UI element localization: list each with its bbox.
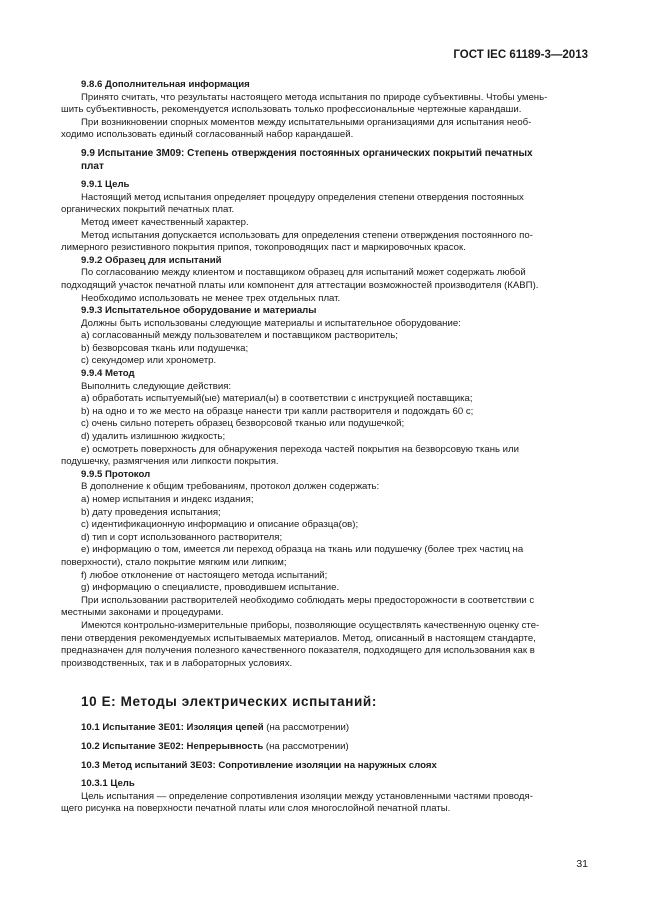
paragraph: производственных, так и в лабораторных условиях. <box>61 657 293 669</box>
list-item-cont: поверхности), стало покрытие мягким или липким; <box>61 556 287 568</box>
paragraph: По согласованию между клиентом и поставщиком образец для испытаний может содержать любой <box>81 267 526 279</box>
list-item: c) секундомер или хронометр. <box>81 355 217 367</box>
paragraph: При возникновении спорных моментов между испытательными организациями для испытания необ- <box>81 116 532 128</box>
list-item-cont: подушечку, размягчения или липкости покрытия. <box>61 456 279 468</box>
paragraph: В дополнение к общим требованиям, протокол должен содержать: <box>81 481 380 493</box>
chapter-heading-10: 10 Е: Методы электрических испытаний: <box>81 694 377 710</box>
list-item: c) очень сильно потереть образец безворсовой тканью или подушечкой; <box>81 418 405 430</box>
paragraph: лимерного резистивного покрытия припоя, токопроводящих паст и маркировочных красок. <box>61 242 466 254</box>
section-heading-9-9-2: 9.9.2 Образец для испытаний <box>81 254 222 266</box>
paragraph: органических покрытий печатных плат. <box>61 204 235 216</box>
paragraph: Необходимо использовать не менее трех отдельных плат. <box>81 292 341 304</box>
paragraph: ходимо использовать единый согласованный набор карандашей. <box>61 129 354 141</box>
heading-bold-text: 10.1 Испытание 3Е01: Изоляция цепей <box>81 722 264 734</box>
list-item: b) безворсовая ткань или подушечка; <box>81 342 249 354</box>
heading-bold-text: 10.2 Испытание 3Е02: Непрерывность <box>81 740 264 752</box>
paragraph: Должны быть использованы следующие материалы и испытательное оборудование: <box>81 317 461 329</box>
paragraph: Выполнить следующие действия: <box>81 380 232 392</box>
list-item: b) на одно и то же место на образце нанести три капли растворителя и подождать 60 с; <box>81 405 474 417</box>
heading-status-text: (на рассмотрении) <box>263 740 349 752</box>
paragraph: щего рисунка на поверхности печатной платы или слоя многослойной печатной платы. <box>61 803 451 815</box>
list-item: а) согласованный между пользователем и поставщиком растворитель; <box>81 330 398 342</box>
paragraph: При использовании растворителей необходимо соблюдать меры предосторожности в соответствии с <box>81 594 535 606</box>
list-item: d) тип и сорт использованного растворителя; <box>81 531 283 543</box>
list-item: а) обработать испытуемый(ые) материал(ы) в соответствии с инструкцией поставщика; <box>81 393 473 405</box>
standard-header: ГОСТ IEC 61189-3—2013 <box>453 49 588 61</box>
paragraph: Метод имеет качественный характер. <box>81 216 249 228</box>
section-heading-9-9-5: 9.9.5 Протокол <box>81 468 151 480</box>
page-number: 31 <box>576 858 588 870</box>
list-item: g) информацию о специалисте, проводившем испытание. <box>81 582 340 594</box>
list-item: c) идентификационную информацию и описание образца(ов); <box>81 519 359 531</box>
list-item: е) осмотреть поверхность для обнаружения перехода частей покрытия на безворсовую ткань или <box>81 443 519 455</box>
list-item: b) дату проведения испытания; <box>81 506 221 518</box>
section-heading-9-9-4: 9.9.4 Метод <box>81 368 135 380</box>
paragraph: Настоящий метод испытания определяет процедуру определения степени отвердения постоянных <box>81 191 524 203</box>
section-heading-10-2 <box>61 741 591 754</box>
section-heading-9-9: 9.9 Испытание 3М09: Степень отверждения постоянных органических покрытий печатных <box>81 147 533 159</box>
paragraph: местными законами и процедурами. <box>61 607 224 619</box>
paragraph: Цель испытания — определение сопротивления изоляции между установленными частями проводя- <box>81 790 533 802</box>
section-heading-10-1 <box>61 722 591 735</box>
section-heading-9-8-6: 9.8.6 Дополнительная информация <box>81 79 250 90</box>
section-heading-10-3: 10.3 Метод испытаний 3Е03: Сопротивление изоляции на наружных слоях <box>81 759 437 771</box>
section-heading-10-3-1: 10.3.1 Цель <box>81 778 135 790</box>
paragraph: предназначен для получения полезного качественного показателя, подходящего для использования как в <box>61 645 535 657</box>
list-item: d) удалить излишнюю жидкость; <box>81 431 226 443</box>
page-body <box>61 79 591 816</box>
paragraph: шить субъективность, рекомендуется использовать только профессиональные чертежные карандаши. <box>61 104 522 116</box>
section-heading-9-9-3: 9.9.3 Испытательное оборудование и материалы <box>81 305 317 317</box>
heading-status-text: (на рассмотрении) <box>263 722 350 734</box>
paragraph: Имеются контрольно-измерительные приборы, позволяющие осуществлять качественную оценку сте- <box>81 619 540 631</box>
paragraph: Принято считать, что результаты настоящего метода испытания по природе субъективны. Чтобы умень- <box>81 91 548 103</box>
list-item: f) любое отклонение от настоящего метода испытаний; <box>81 569 328 581</box>
paragraph: подходящий участок печатной платы или компонент для аттестации возможностей производителя (КАВП). <box>61 279 539 291</box>
section-heading-9-9-cont: плат <box>81 160 104 172</box>
list-item: е) информацию о том, имеется ли переход образца на ткань или подушечку (более трех частиц на <box>81 544 524 556</box>
section-heading-9-9-1: 9.9.1 Цель <box>81 179 130 191</box>
paragraph: пени отвердения рекомендуемых испытываемых материалов. Метод, описанный в настоящем стандарте, <box>61 632 536 644</box>
list-item: а) номер испытания и индекс издания; <box>81 494 254 505</box>
paragraph: Метод испытания допускается использовать для определения степени отверждения постоянного по- <box>81 229 533 241</box>
